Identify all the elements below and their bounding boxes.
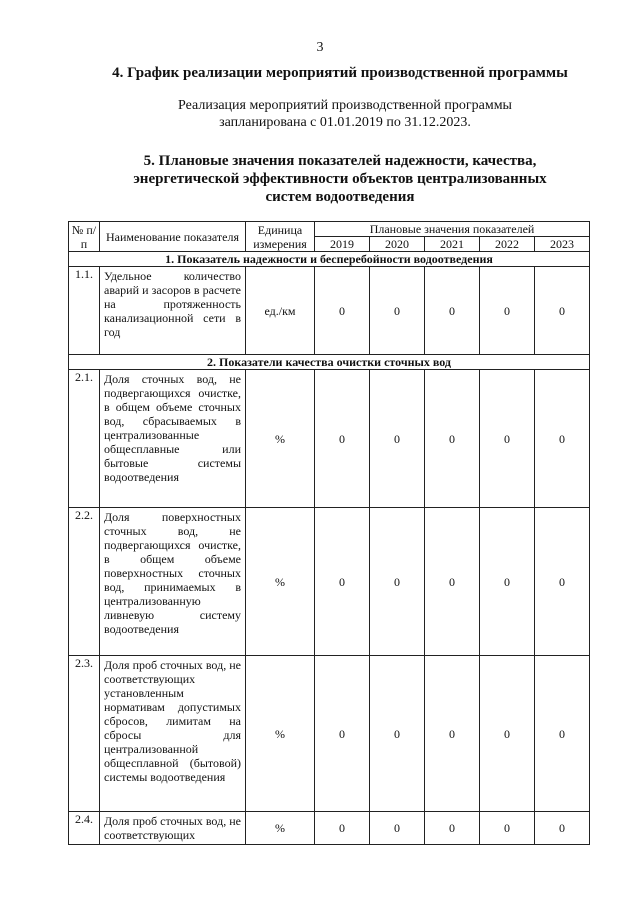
- page-number: 3: [316, 40, 324, 55]
- header-plan: Плановые значения показателей: [315, 222, 590, 237]
- implementation-line-1: Реализация мероприятий производственной программы: [178, 98, 512, 113]
- row-unit: %: [246, 656, 315, 812]
- row-value: 0: [425, 508, 480, 656]
- row-number: 2.2.: [69, 508, 100, 656]
- row-unit: ед./км: [246, 267, 315, 355]
- row-unit: %: [246, 508, 315, 656]
- row-name: Доля проб сточных вод, не соответствующих: [100, 812, 246, 845]
- row-name: Удельное количество аварий и засоров в расчете на протяженность канализационной сети в год: [100, 267, 246, 355]
- row-value: 0: [370, 370, 425, 508]
- row-value: 0: [370, 267, 425, 355]
- row-value: 0: [425, 370, 480, 508]
- row-unit: %: [246, 370, 315, 508]
- section-5-title-line-1: 5. Плановые значения показателей надежности, качества,: [143, 153, 537, 169]
- row-name: Доля поверхностных сточных вод, не подвергающихся очистке, в общем объеме поверхностных сточных вод, принимаемых в централизованную ливневую систему водоотведения: [100, 508, 246, 656]
- row-number: 1.1.: [69, 267, 100, 355]
- implementation-line-2: запланирована с 01.01.2019 по 31.12.2023.: [219, 115, 471, 130]
- row-value: 0: [480, 508, 535, 656]
- row-value: 0: [535, 508, 590, 656]
- section-row: [69, 252, 590, 267]
- table-row: [69, 267, 590, 355]
- row-value: 0: [425, 267, 480, 355]
- row-value: 0: [480, 370, 535, 508]
- row-value: 0: [315, 508, 370, 656]
- table-row: [69, 508, 590, 656]
- table-row: [69, 812, 590, 845]
- section-5-title-line-2: энергетической эффективности объектов централизованных: [133, 171, 547, 187]
- row-value: 0: [315, 370, 370, 508]
- indicators-table: [68, 221, 590, 845]
- row-value: 0: [315, 812, 370, 845]
- section-row: [69, 355, 590, 370]
- section-4-title: 4. График реализации мероприятий производственной программы: [112, 65, 568, 81]
- header-year: 2023: [535, 237, 590, 252]
- header-year: 2019: [315, 237, 370, 252]
- row-value: 0: [480, 656, 535, 812]
- header-unit: Единица измерения: [246, 222, 315, 252]
- row-value: 0: [535, 812, 590, 845]
- row-name: Доля проб сточных вод, не соответствующих установленным нормативам допустимых сбросов, лимитам на сбросы для централизованной общесплавной (бытовой) системы водоотведения: [100, 656, 246, 812]
- header-year: 2021: [425, 237, 480, 252]
- section-title: 2. Показатели качества очистки сточных вод: [69, 355, 590, 370]
- row-value: 0: [535, 370, 590, 508]
- row-value: 0: [370, 656, 425, 812]
- row-value: 0: [480, 267, 535, 355]
- row-number: 2.4.: [69, 812, 100, 845]
- row-value: 0: [370, 812, 425, 845]
- row-value: 0: [535, 656, 590, 812]
- implementation-text: [0, 97, 640, 131]
- header-year: 2020: [370, 237, 425, 252]
- row-value: 0: [425, 656, 480, 812]
- row-unit: %: [246, 812, 315, 845]
- section-title: 1. Показатель надежности и бесперебойности водоотведения: [69, 252, 590, 267]
- section-5-title: [0, 152, 640, 206]
- section-5-title-line-3: систем водоотведения: [265, 189, 415, 205]
- row-name: Доля сточных вод, не подвергающихся очистке, в общем объеме сточных вод, сбрасываемых в централизованные общесплавные или бытовые системы водоотведения: [100, 370, 246, 508]
- row-value: 0: [480, 812, 535, 845]
- header-year: 2022: [480, 237, 535, 252]
- row-number: 2.1.: [69, 370, 100, 508]
- row-value: 0: [315, 267, 370, 355]
- row-value: 0: [315, 656, 370, 812]
- header-name: Наименование показателя: [100, 222, 246, 252]
- row-value: 0: [535, 267, 590, 355]
- table-row: [69, 656, 590, 812]
- header-num: № п/п: [69, 222, 100, 252]
- row-number: 2.3.: [69, 656, 100, 812]
- table-row: [69, 370, 590, 508]
- row-value: 0: [425, 812, 480, 845]
- row-value: 0: [370, 508, 425, 656]
